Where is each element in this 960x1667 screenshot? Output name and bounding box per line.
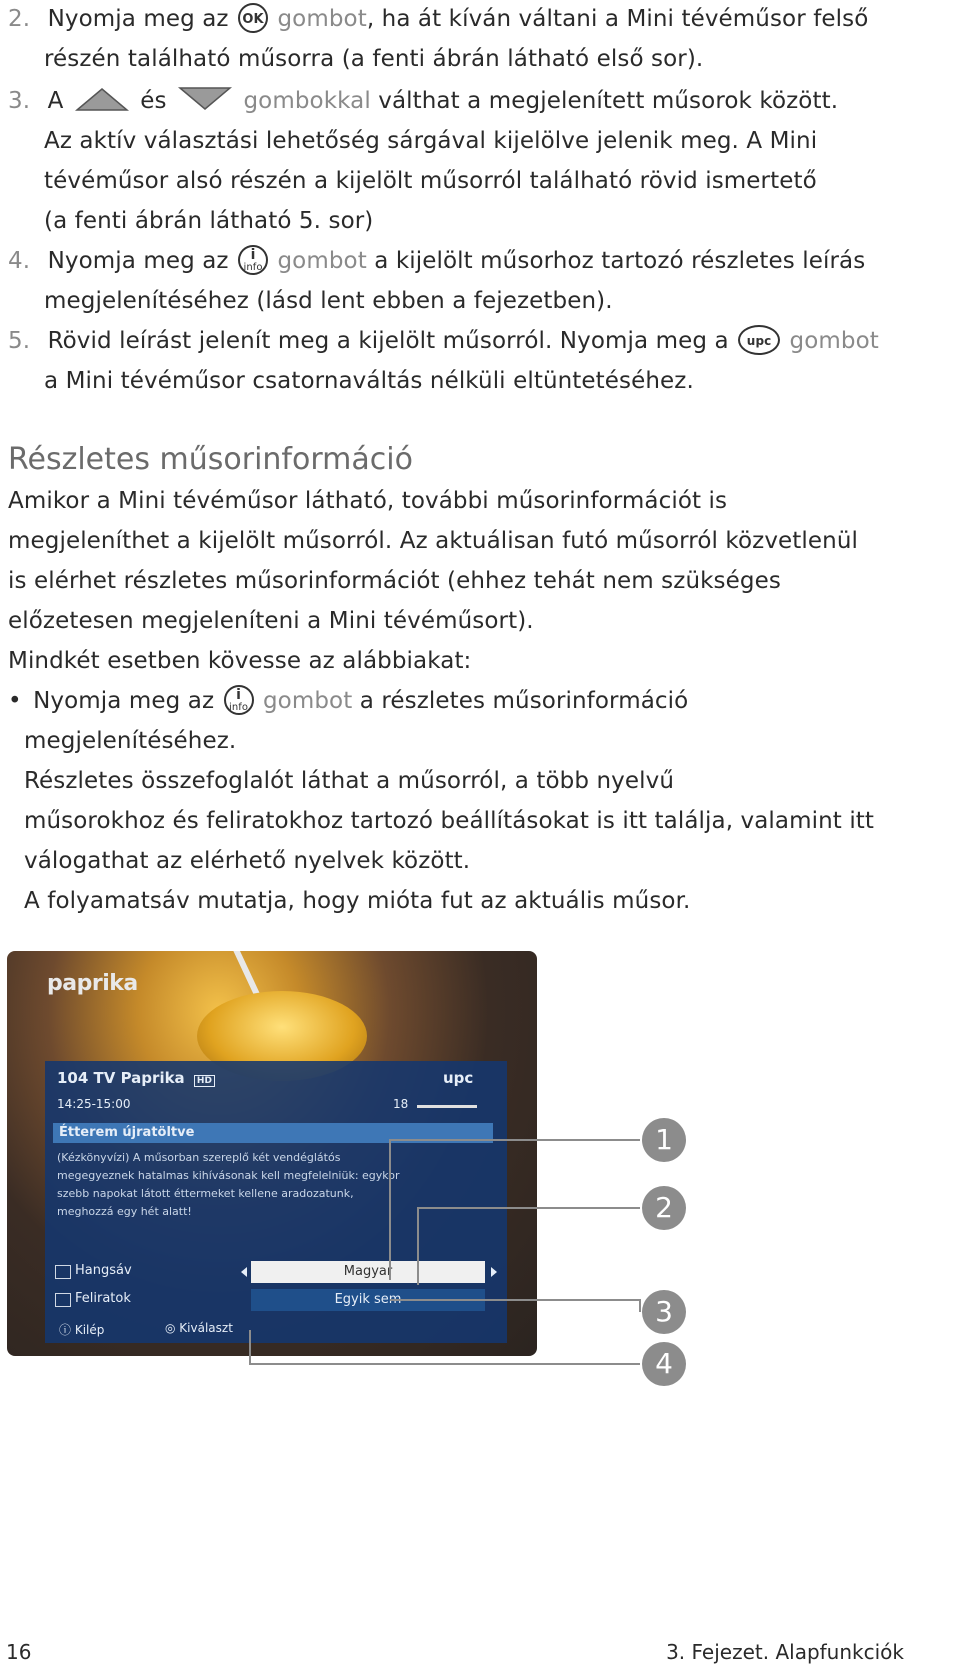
page-number: 16 (6, 1640, 32, 1664)
step-3-line-2: Az aktív választási lehetőség sárgával kijelölve jelenik meg. A Mini (44, 128, 818, 154)
step-2-line-2: részén található műsorra (a fenti ábrán látható első sor). (44, 46, 704, 72)
callout-line-3 (390, 1300, 640, 1312)
bullet-text: a részletes műsorinformáció (352, 688, 689, 714)
info-icon-text: info (243, 261, 263, 273)
step-text: válthat a megjelenített műsorok között. (370, 88, 839, 114)
step-text: Rövid leírást jelenít meg a kijelölt műsorról. Nyomja meg a (47, 328, 729, 354)
step-number: 5. (8, 328, 31, 354)
bullet-line: megjelenítéséhez. (24, 728, 237, 754)
step-text: és (140, 88, 167, 114)
step-text: , ha át kíván váltani a Mini tévéműsor felső (366, 6, 869, 32)
subtitles-label: Feliratok (75, 1291, 131, 1306)
audio-track-selector[interactable]: Magyar (251, 1261, 485, 1283)
description-line: meghozzá egy hét alatt! (57, 1205, 192, 1218)
section-paragraph-line: megjeleníthet a kijelölt műsorról. Az aktuálisan futó műsorról közvetlenül (8, 528, 858, 554)
step-text: Nyomja meg az (47, 6, 229, 32)
step-number: 3. (8, 88, 31, 114)
upc-button-icon: upc (738, 325, 780, 355)
bullet-line: műsorokhoz és feliratokhoz tartozó beállításokat is itt találja, valamint itt (24, 808, 875, 834)
info-icon-i: i (236, 686, 241, 703)
info-icon-text: info (228, 701, 249, 713)
step-number: 4. (8, 248, 31, 274)
back-icon: ⓘ (59, 1323, 75, 1337)
callout-line-1 (390, 1140, 640, 1280)
step-text: gombot (277, 6, 367, 32)
step-text: A (47, 88, 64, 114)
description-line: szebb napokat látott éttermeket kellene aradozatunk, (57, 1187, 354, 1200)
step-text: gombot (789, 328, 879, 354)
age-rating: 18 (393, 1097, 409, 1111)
step-3-line-3: tévéműsor alsó részén a kijelölt műsorról található rövid ismertető (44, 168, 817, 194)
bullet-line: Részletes összefoglalót láthat a műsorról, a több nyelvű (24, 768, 675, 794)
channel-brand-logo: paprika (47, 971, 138, 996)
section-heading: Részletes műsorinformáció (8, 442, 413, 477)
bullet-text: Nyomja meg az (33, 688, 215, 714)
description-line: megegyeznek hatalmas kihívásonak kell megfelelniük: egykor (57, 1169, 400, 1182)
section-paragraph-line: is elérhet részletes műsorinformációt (ehhez tehát nem szükséges (8, 568, 781, 594)
callout-1: 1 (642, 1118, 686, 1162)
select-hint-text: Kiválaszt (179, 1321, 233, 1335)
step-text: gombot (277, 248, 367, 274)
step-3-line-4: (a fenti ábrán látható 5. sor) (44, 208, 374, 234)
step-number: 2. (8, 6, 31, 32)
channel-name-text: 104 TV Paprika (57, 1069, 185, 1087)
ok-icon: ◎ (165, 1321, 180, 1335)
upc-logo: upc (443, 1069, 474, 1087)
bullet-line: válogathat az elérhető nyelvek között. (24, 848, 471, 874)
ok-button-icon: OK (238, 3, 268, 33)
step-text: gombokkal (243, 88, 371, 114)
callout-line-2 (418, 1208, 640, 1285)
step-4-line-2: megjelenítéséhez (lásd lent ebben a fejezetben). (44, 288, 613, 314)
section-paragraph-line: Mindkét esetben kövesse az alábbiakat: (8, 648, 472, 674)
chapter-title: 3. Fejezet. Alapfunkciók (666, 1640, 904, 1664)
step-text: Nyomja meg az (47, 248, 229, 274)
program-time: 14:25-15:00 (57, 1097, 131, 1111)
section-paragraph-line: előzetesen megjeleníteni a Mini tévéműsort). (8, 608, 534, 634)
bullet-text: gombot (262, 688, 353, 714)
callout-4: 4 (642, 1342, 686, 1386)
bullet-dot: • (8, 688, 22, 714)
callout-line-4 (250, 1330, 640, 1364)
bullet-line: A folyamatsáv mutatja, hogy mióta fut az aktuális műsor. (24, 888, 691, 914)
exit-hint-text: Kilép (74, 1323, 105, 1337)
section-paragraph-line: Amikor a Mini tévéműsor látható, további műsorinformációt is (8, 488, 728, 514)
info-icon-i: i (250, 246, 256, 263)
description-line: (Kézkönyvízi) A műsorban szereplő két vendéglátós (57, 1151, 341, 1164)
subtitles-selector[interactable]: Egyik sem (251, 1289, 485, 1311)
callout-3: 3 (642, 1290, 686, 1334)
step-5-line-2: a Mini tévéműsor csatornaváltás nélküli eltüntetéséhez. (44, 368, 694, 394)
audio-track-label: Hangsáv (75, 1263, 132, 1278)
hd-badge: HD (194, 1075, 215, 1087)
program-title: Étterem újratöltve (53, 1123, 493, 1143)
step-text: a kijelölt műsorhoz tartozó részletes leírás (366, 248, 866, 274)
callout-2: 2 (642, 1186, 686, 1230)
